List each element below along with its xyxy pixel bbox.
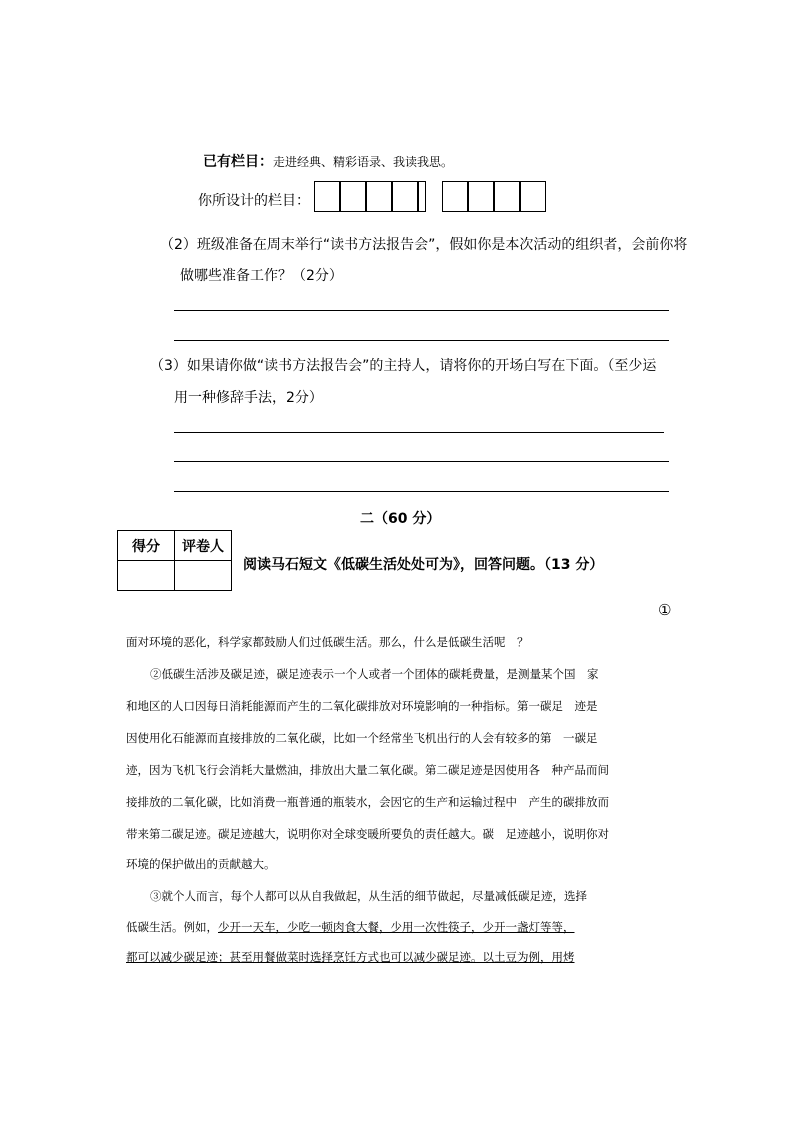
passage-line: 都可以减少碳足迹；甚至用餐做菜时选择烹饪方式也可以减少碳足迹。以土豆为例，用烤 xyxy=(126,950,575,964)
paragraph-marker: ① xyxy=(658,601,672,619)
answer-line[interactable] xyxy=(174,432,664,433)
answer-box[interactable] xyxy=(418,181,426,212)
answer-box[interactable] xyxy=(468,181,494,212)
passage-line: 接排放的二氧化碳，比如消费一瓶普通的瓶装水，会因它的生产和运输过程中 产生的碳排放而 xyxy=(126,795,609,809)
question-3-line2: 用一种修辞手法，2分） xyxy=(174,390,323,406)
existing-columns-label-text: 已有栏目： xyxy=(203,154,273,170)
reading-title: 阅读马石短文《低碳生活处处可为》，回答问题。（13 分） xyxy=(243,557,604,573)
section-title: 二（60 分） xyxy=(360,511,441,527)
answer-box[interactable] xyxy=(366,181,392,212)
passage-line: 带来第二碳足迹。碳足迹越大，说明你对全球变暖所要负的责任越大。碳 足迹越小，说明你对 xyxy=(126,827,609,841)
existing-columns-text: 走进经典、精彩语录、我读我思。 xyxy=(273,155,454,169)
passage-line: ③就个人而言，每个人都可以从自我做起，从生活的细节做起，尽量减低碳足迹，选择 xyxy=(150,889,587,903)
answer-line[interactable] xyxy=(174,491,669,492)
passage-line: 面对环境的恶化，科学家都鼓励人们过低碳生活。那么，什么是低碳生活呢 ？ xyxy=(126,635,529,649)
passage-text: 低碳生活。例如， xyxy=(126,920,218,934)
existing-columns-label xyxy=(203,151,453,171)
answer-box[interactable] xyxy=(442,181,468,212)
answer-box[interactable] xyxy=(392,181,418,212)
passage-line: 迹，因为飞机飞行会消耗大量燃油，排放出大量二氧化碳。第二碳足迹是因使用各 种产品而间 xyxy=(126,763,609,777)
passage-line: 因使用化石能源而直接排放的二氧化碳，比如一个经常坐飞机出行的人会有较多的第 一碳足 xyxy=(126,731,598,745)
reviewer-cell[interactable] xyxy=(175,561,232,591)
passage-line: 环境的保护做出的贡献越大。 xyxy=(126,857,276,871)
score-table xyxy=(117,530,232,591)
answer-box[interactable] xyxy=(314,181,340,212)
question-3-line1: （3）如果请你做“读书方法报告会”的主持人，请将你的开场白写在下面。（至少运 xyxy=(150,358,657,374)
design-columns-label: 你所设计的栏目： xyxy=(198,193,310,209)
score-cell[interactable] xyxy=(118,561,175,591)
passage-line: 和地区的人口因每日消耗能源而产生的二氧化碳排放对环境影响的一种指标。第一碳足 迹是 xyxy=(126,699,598,713)
score-header: 得分 xyxy=(118,531,175,561)
passage-line xyxy=(126,919,575,935)
reviewer-header: 评卷人 xyxy=(175,531,232,561)
answer-line[interactable] xyxy=(174,461,669,462)
passage-line: ②低碳生活涉及碳足迹，碳足迹表示一个人或者一个团体的碳耗费量，是测量某个国 家 xyxy=(150,667,599,681)
question-2-line2: 做哪些准备工作？（2分） xyxy=(180,268,343,284)
answer-line[interactable] xyxy=(174,340,669,341)
answer-box[interactable] xyxy=(340,181,366,212)
underlined-example: 少开一天车，少吃一顿肉食大餐，少用一次性筷子，少开一盏灯等等， xyxy=(218,920,575,934)
answer-line[interactable] xyxy=(174,310,669,311)
answer-box[interactable] xyxy=(494,181,520,212)
answer-box[interactable] xyxy=(520,181,546,212)
question-2-line1: （2）班级准备在周末举行“读书方法报告会”，假如你是本次活动的组织者，会前你将 xyxy=(160,237,688,253)
